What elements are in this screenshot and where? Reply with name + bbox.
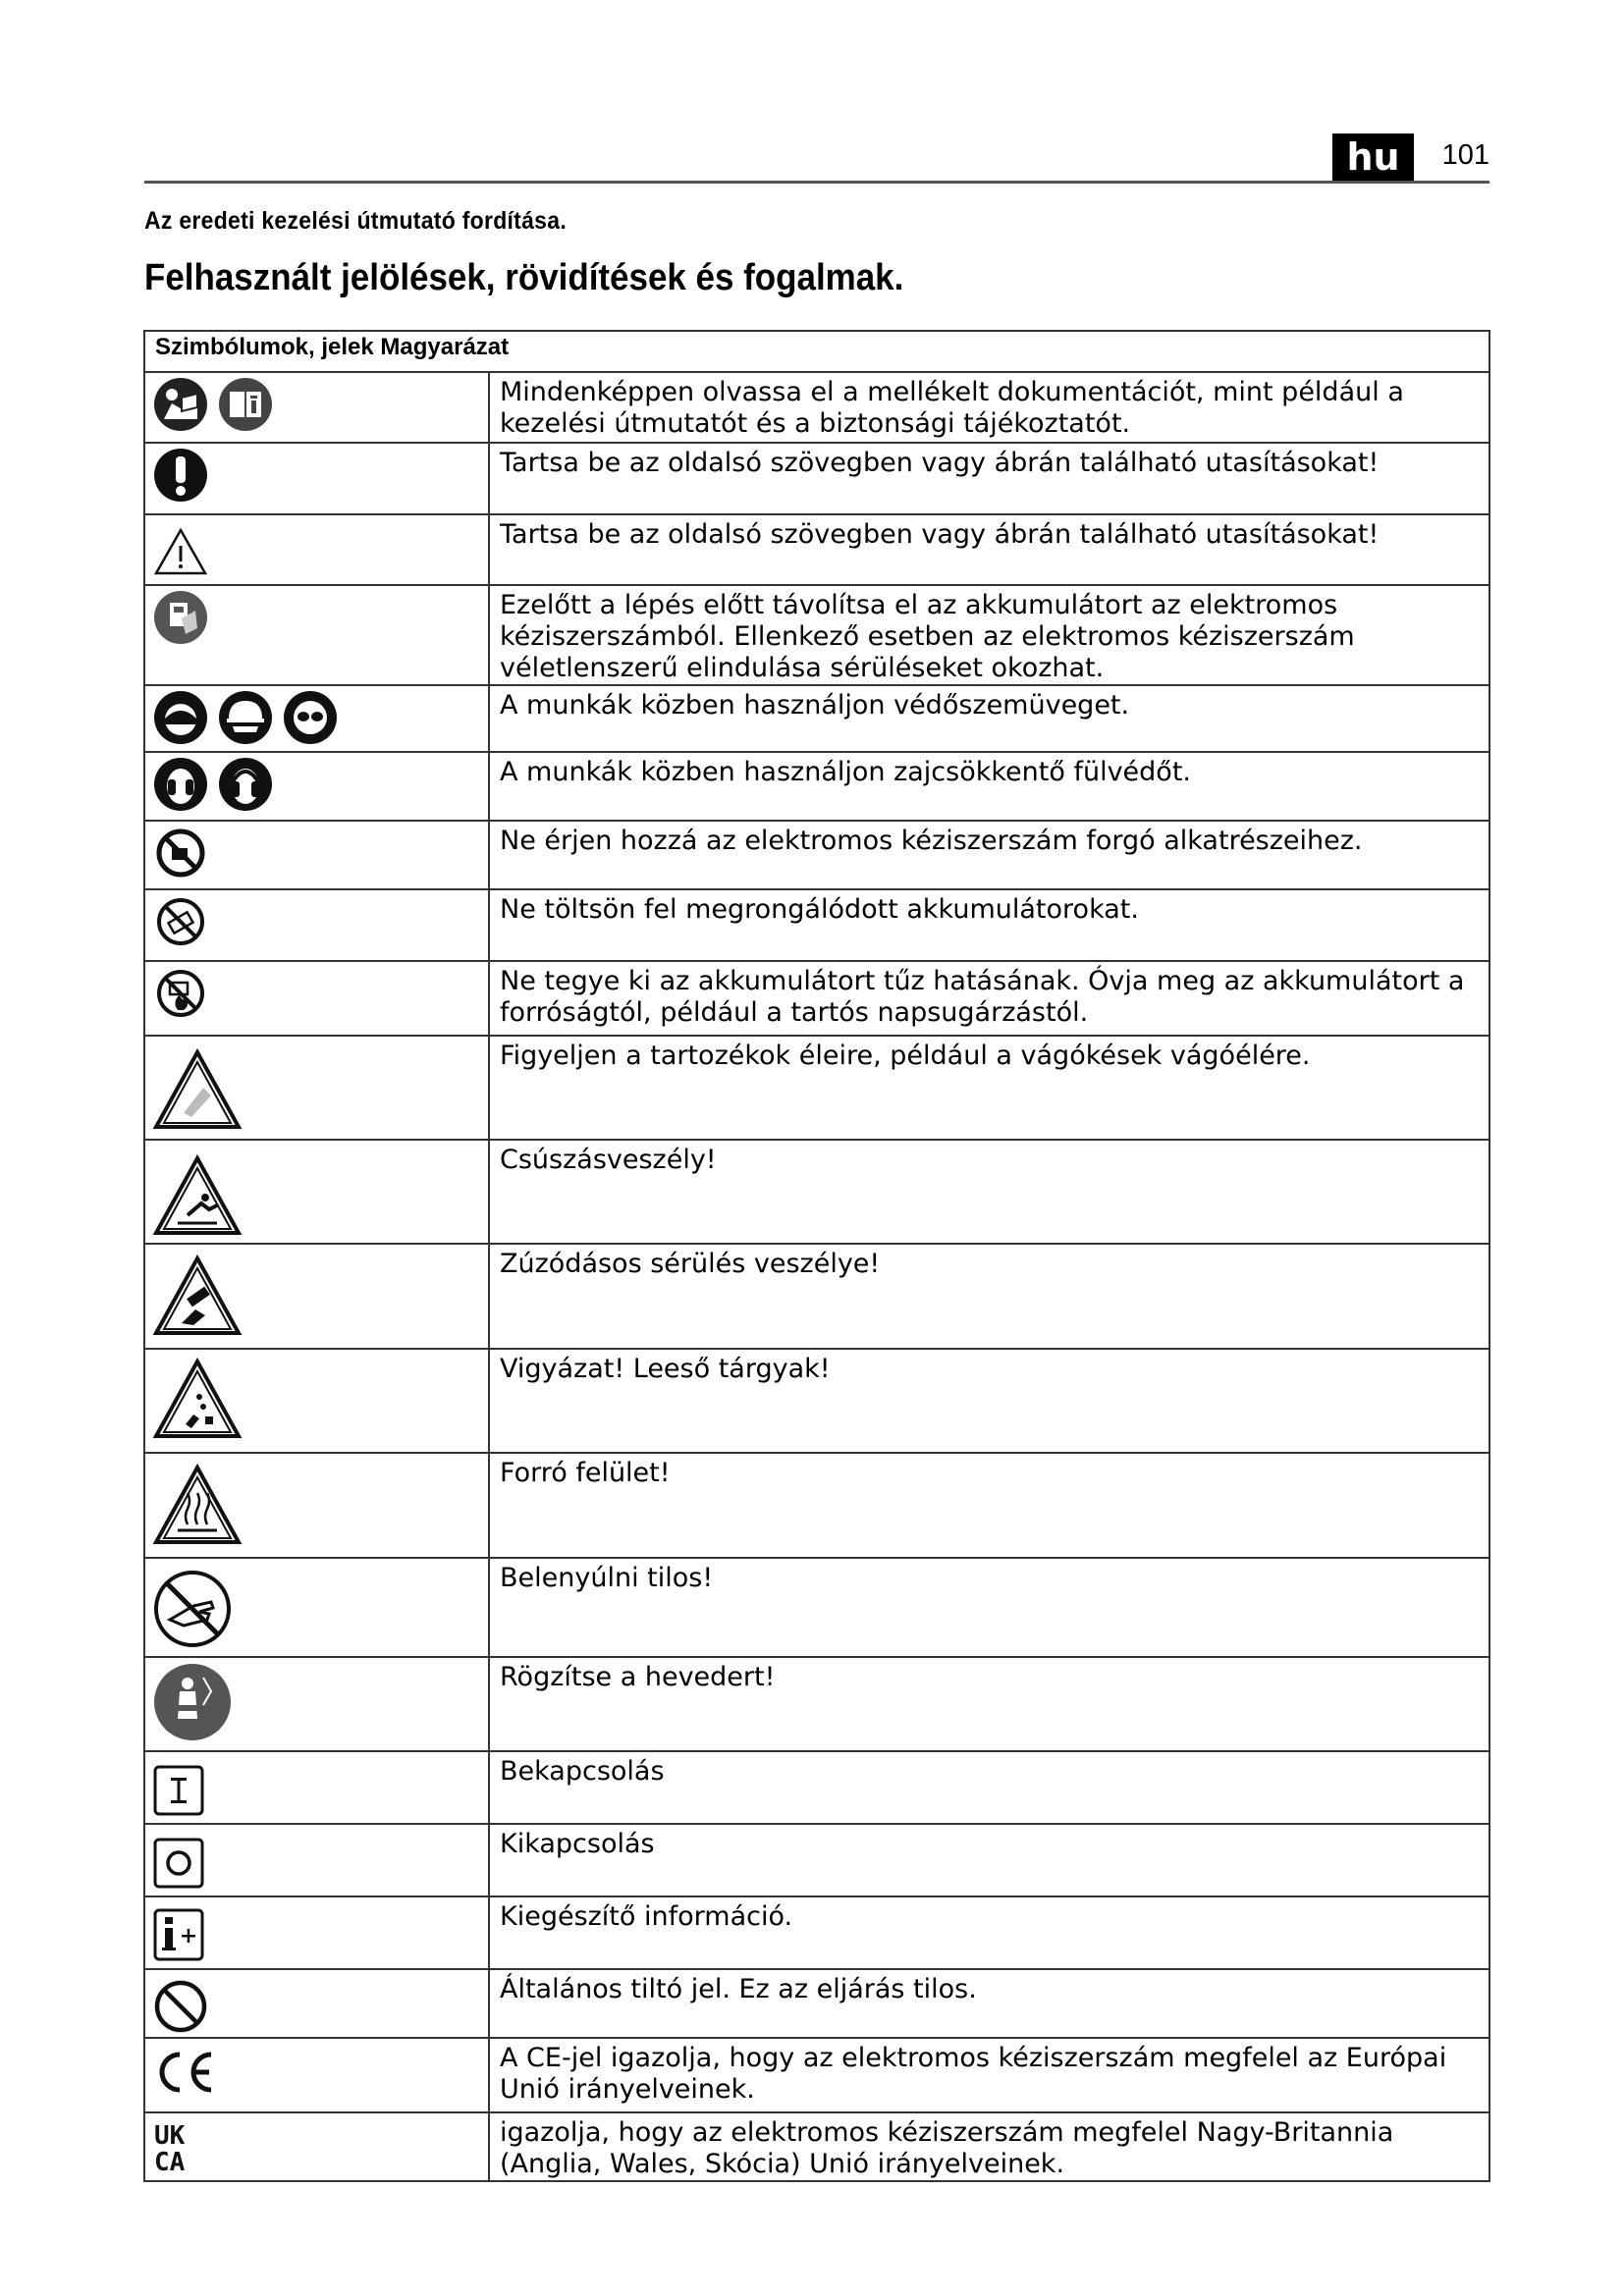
table-row	[144, 961, 1489, 1036]
row-text: Tartsa be az oldalsó szövegben vagy ábrán található utasításokat!	[489, 514, 1489, 585]
table-row	[144, 585, 1489, 685]
symbols-table	[143, 330, 1490, 2182]
table-row	[144, 752, 1489, 821]
page-number: 101	[1441, 139, 1489, 171]
warning-triangle-icon	[152, 518, 209, 575]
col-explanation-header: Magyarázat	[380, 334, 510, 360]
face-shield-icon	[152, 689, 209, 746]
row-text: Mindenképpen olvassa el a mellékelt dokumentációt, mint például a kezelési útmutatót és a biztonsági tájékoztatót.	[489, 372, 1489, 443]
remove-battery-icon	[152, 589, 209, 646]
page-header	[144, 133, 1489, 184]
ukca-line1: UK	[154, 2121, 186, 2151]
table-row	[144, 1558, 1489, 1657]
ukca-line2: CA	[154, 2148, 186, 2174]
row-text: Ne tegye ki az akkumulátort tűz hatásának. Óvja meg az akkumulátort a forróságtól, például a tartós napsugárzástól.	[489, 961, 1489, 1036]
row-text: igazolja, hogy az elektromos kéziszerszám megfelel Nagy-Britannia (Anglia, Wales, Skócia) Unió irányelveinek.	[489, 2112, 1489, 2181]
table-row	[144, 1036, 1489, 1140]
row-text: Kiegészítő információ.	[489, 1896, 1489, 1969]
row-text: Kikapcsolás	[489, 1824, 1489, 1896]
row-text: Ne érjen hozzá az elektromos kéziszerszám forgó alkatrészeihez.	[489, 821, 1489, 889]
slip-hazard-icon	[152, 1154, 243, 1237]
no-charge-damaged-icon	[152, 893, 209, 950]
table-row	[144, 1453, 1489, 1558]
ce-mark-icon	[152, 2049, 217, 2096]
info-book-icon	[217, 376, 274, 433]
row-text: Rögzítse a hevedert!	[489, 1657, 1489, 1751]
col-symbols-header: Szimbólumok, jelek	[155, 334, 374, 360]
table-row	[144, 1244, 1489, 1349]
power-off-icon	[152, 1837, 205, 1890]
fasten-strap-icon	[152, 1662, 233, 1742]
safety-goggles-icon	[282, 689, 339, 746]
row-text: Általános tiltó jel. Ez az eljárás tilos.	[489, 1969, 1489, 2038]
mandatory-exclamation-icon	[152, 447, 209, 504]
no-fire-battery-icon	[152, 965, 209, 1022]
ukca-mark-icon	[152, 2121, 205, 2174]
table-row	[144, 1896, 1489, 1969]
table-row	[144, 2038, 1489, 2112]
ear-defenders-icon	[217, 756, 274, 813]
table-row	[144, 1969, 1489, 2038]
additional-info-icon	[152, 1907, 205, 1962]
row-text: Csúszásveszély!	[489, 1140, 1489, 1244]
hot-surface-icon	[152, 1464, 243, 1546]
table-row	[144, 2112, 1489, 2181]
table-header	[144, 331, 1489, 372]
no-touch-rotating-icon	[152, 825, 209, 881]
ear-protection-icon	[152, 756, 209, 813]
row-text: Ezelőtt a lépés előtt távolítsa el az akkumulátort az elektromos kéziszerszámból. Ellenkező esetben az elektromos kéziszerszám véletlenszerű elindulása sérüléseket okozhat.	[489, 585, 1489, 685]
table-row	[144, 1824, 1489, 1896]
read-manual-icon	[152, 376, 209, 433]
table-row	[144, 889, 1489, 961]
no-reaching-in-icon	[152, 1569, 233, 1649]
table-row	[144, 1140, 1489, 1244]
row-text: Belenyúlni tilos!	[489, 1558, 1489, 1657]
table-row	[144, 1751, 1489, 1824]
row-text: A munkák közben használjon védőszemüveget.	[489, 685, 1489, 752]
table-row	[144, 821, 1489, 889]
general-prohibition-icon	[152, 1978, 209, 2035]
row-text: A munkák közben használjon zajcsökkentő fülvédőt.	[489, 752, 1489, 821]
row-text: Figyeljen a tartozékok éleire, például a vágókések vágóélére.	[489, 1036, 1489, 1140]
table-row	[144, 372, 1489, 443]
table-row	[144, 443, 1489, 514]
table-row	[144, 514, 1489, 585]
row-text: Bekapcsolás	[489, 1751, 1489, 1824]
hard-hat-icon	[217, 689, 274, 746]
row-text: A CE-jel igazolja, hogy az elektromos kéziszerszám megfelel az Európai Unió irányelveinek.	[489, 2038, 1489, 2112]
table-row	[144, 1657, 1489, 1751]
row-text: Tartsa be az oldalsó szövegben vagy ábrán található utasításokat!	[489, 443, 1489, 514]
falling-objects-icon	[152, 1358, 243, 1440]
table-header-row	[144, 331, 1489, 372]
translation-note: Az eredeti kezelési útmutató fordítása.	[144, 207, 567, 235]
row-text: Ne töltsön fel megrongálódott akkumulátorokat.	[489, 889, 1489, 961]
language-badge: hu	[1332, 133, 1414, 181]
row-text: Zúzódásos sérülés veszélye!	[489, 1244, 1489, 1349]
table-row	[144, 685, 1489, 752]
row-text: Vigyázat! Leeső tárgyak!	[489, 1349, 1489, 1453]
power-on-icon	[152, 1764, 205, 1817]
row-text: Forró felület!	[489, 1453, 1489, 1558]
sharp-edges-warning-icon	[152, 1048, 243, 1131]
page-title: Felhasznált jelölések, rövidítések és fogalmak.	[144, 257, 904, 298]
crush-hazard-icon	[152, 1255, 243, 1337]
table-row	[144, 1349, 1489, 1453]
